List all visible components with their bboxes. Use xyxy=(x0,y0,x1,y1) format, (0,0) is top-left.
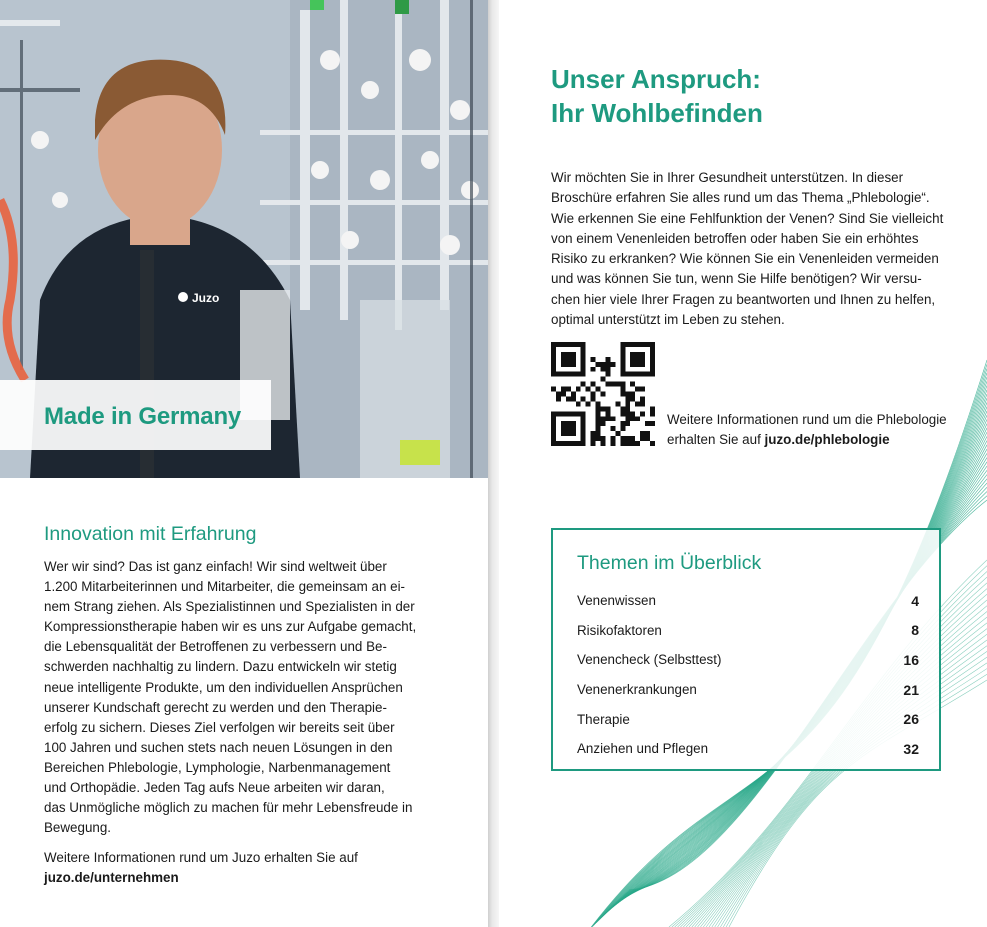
body-text xyxy=(44,557,437,838)
intro-text xyxy=(551,168,944,330)
intro-line: von einem Venenleiden betroffen oder haben Sie ein erhöhtes xyxy=(551,230,919,246)
wave-decoration xyxy=(499,0,987,927)
intro-line: Wie erkennen Sie eine Fehlfunktion der Venen? Sind Sie vielleicht xyxy=(551,210,944,226)
toc-item[interactable] xyxy=(577,586,919,616)
company-link[interactable]: juzo.de/unternehmen xyxy=(44,870,179,886)
page-gutter xyxy=(488,0,499,927)
toc-label: Venencheck (Selbsttest) xyxy=(577,652,722,668)
toc-page: 32 xyxy=(903,740,919,757)
left-page xyxy=(0,0,488,927)
toc-label: Anziehen und Pflegen xyxy=(577,741,709,757)
title-line: Unser Anspruch: xyxy=(551,64,761,94)
right-page xyxy=(499,0,987,927)
page-title xyxy=(551,62,763,130)
body-line: und Orthopädie. Jeden Tag aufs Neue arbeiten wir daran, xyxy=(44,780,385,796)
toc-item[interactable] xyxy=(577,675,919,705)
intro-line: Risiko zu erkranken? Wie können Sie ein Venenleiden vermeiden xyxy=(551,251,939,267)
more-info-text: Weitere Informationen rund um Juzo erhalten Sie auf xyxy=(44,850,358,865)
section-heading: Innovation mit Erfahrung xyxy=(44,523,257,545)
qr-info-text: Weitere Informationen rund um die Phlebologie xyxy=(667,412,947,427)
toc-page: 16 xyxy=(903,651,919,668)
shirt-logo: Juzo xyxy=(192,291,220,305)
body-line: schwerden nachhaltig zu lindern. Dazu entwickeln wir stetig xyxy=(44,659,397,675)
body-line: neue intelligente Produkte, um den individuellen Ansprüchen xyxy=(44,679,403,695)
qr-info-line2 xyxy=(667,430,967,450)
more-info xyxy=(44,848,444,888)
body-line: die Lebensqualität der Betroffenen zu verbessern und Be- xyxy=(44,639,387,655)
intro-line: Broschüre erfahren Sie alles rund um das Thema „Phlebologie“. xyxy=(551,190,930,206)
intro-line: Wir möchten Sie in Ihrer Gesundheit unterstützen. In dieser xyxy=(551,170,904,185)
body-line: 1.200 Mitarbeiterinnen und Mitarbeiter, die gemeinsam an ei- xyxy=(44,579,406,595)
toc-page: 8 xyxy=(911,622,919,639)
body-line: Bereichen Phlebologie, Lymphologie, Narbenmanagement xyxy=(44,759,391,775)
toc-label: Therapie xyxy=(577,711,630,727)
body-line: unserer Kundschaft gerecht zu werden und den Therapie- xyxy=(44,699,387,715)
qr-info-prefix: erhalten Sie auf xyxy=(667,432,761,447)
toc-list xyxy=(577,586,919,764)
body-line: 100 Jahren und suchen stets nach neuen Lösungen in den xyxy=(44,739,393,755)
toc-label: Venenwissen xyxy=(577,593,656,609)
toc-page: 4 xyxy=(911,592,919,609)
table-of-contents xyxy=(551,528,941,771)
body-line: Kompressionstherapie haben wir es uns zur Aufgabe gemacht, xyxy=(44,619,417,635)
body-line: Wer wir sind? Das ist ganz einfach! Wir sind weltweit über xyxy=(44,559,387,574)
photo-badge: Made in Germany xyxy=(44,403,242,430)
body-line: nem Strang ziehen. Als Spezialistinnen und Spezialisten in der xyxy=(44,599,415,615)
toc-item[interactable] xyxy=(577,645,919,675)
title-line: Ihr Wohlbefinden xyxy=(551,98,763,128)
toc-page: 26 xyxy=(903,711,919,728)
body-line: Bewegung. xyxy=(44,820,112,836)
toc-item[interactable] xyxy=(577,616,919,646)
intro-line: chen hier viele Ihrer Fragen zu beantworten und Ihnen zu helfen, xyxy=(551,291,936,307)
toc-item[interactable] xyxy=(577,704,919,734)
toc-title: Themen im Überblick xyxy=(577,552,762,574)
body-line: erfolg zu sichern. Dieses Ziel verfolgen wir bereits seit über xyxy=(44,719,395,735)
toc-item[interactable] xyxy=(577,734,919,764)
toc-label: Venenerkrankungen xyxy=(577,682,697,698)
qr-code[interactable] xyxy=(551,342,655,446)
qr-info xyxy=(667,410,967,450)
toc-label: Risikofaktoren xyxy=(577,622,662,638)
body-line: das Unmögliche möglich zu machen für mehr Lebensfreude in xyxy=(44,800,413,816)
toc-page: 21 xyxy=(903,681,919,698)
phlebology-link[interactable]: juzo.de/phlebologie xyxy=(764,432,890,447)
intro-line: und was können Sie tun, wenn Sie Hilfe benötigen? Wir versu- xyxy=(551,271,922,287)
intro-line: optimal unterstützt im Leben zu stehen. xyxy=(551,312,785,328)
